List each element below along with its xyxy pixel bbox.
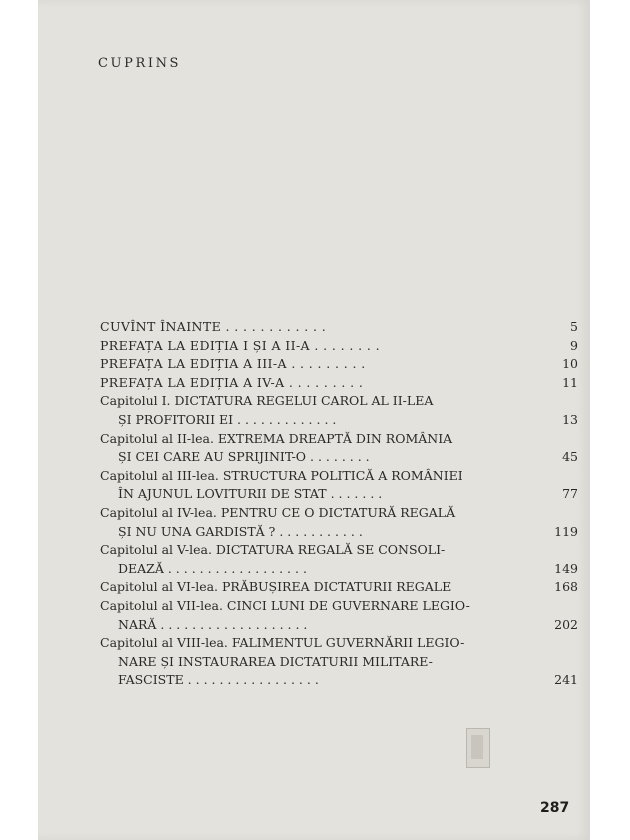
toc-entry [100,634,578,690]
toc-page-number: 45 [558,448,578,467]
toc-entry-line: Capitolul al II-lea. EXTREMA DREAPTĂ DIN ROMÂNIA [100,430,453,446]
toc-entry [100,337,578,356]
toc-entry-line: ÎN AJUNUL LOVITURII DE STAT . . . . . . . [118,486,383,502]
toc-entry [100,355,578,374]
toc-page-number: 168 [550,578,578,597]
toc-page-number: 119 [550,523,578,542]
toc-page-number: 10 [558,355,578,374]
toc-page-number: 11 [558,374,578,393]
toc-entry [100,504,578,541]
toc-entry-line: NARĂ . . . . . . . . . . . . . . . . . . . [118,616,308,632]
toc-entry [100,541,578,578]
toc-entry [100,430,578,467]
toc-page-number: 77 [558,485,578,504]
toc-entry-line: CUVÎNT ÎNAINTE . . . . . . . . . . . . [100,319,327,334]
toc-entry-line: ȘI CEI CARE AU SPRIJINIT-O . . . . . . . . [118,449,370,465]
printer-mark-icon [471,735,483,759]
toc-entry-line: Capitolul al V-lea. DICTATURA REGALĂ SE CONSOLI- [100,542,446,558]
toc-entry-line: Capitolul al VIII-lea. FALIMENTUL GUVERNĂRII LEGIO- [100,635,465,651]
toc-page-number: 9 [566,337,578,356]
toc-page-number: 5 [566,318,578,337]
toc-entry [100,597,578,634]
toc-entry-line: Capitolul al VII-lea. CINCI LUNI DE GUVERNARE LEGIO- [100,597,470,613]
page-title: CUPRINS [98,56,182,71]
toc-entry-line: Capitolul I. DICTATURA REGELUI CAROL AL II-LEA [100,393,434,409]
toc-page-number: 202 [550,616,578,635]
toc-entry [100,318,578,337]
toc-entry [100,392,578,429]
toc-entry-line: PREFAȚA LA EDIȚIA A III-A . . . . . . . . . [100,356,366,372]
toc-entry [100,467,578,504]
toc-entry [100,578,578,597]
printer-mark-stamp [466,728,490,768]
table-of-contents [100,318,578,690]
toc-page-number: 149 [550,560,578,579]
toc-entry-line: Capitolul al IV-lea. PENTRU CE O DICTATURĂ REGALĂ [100,504,456,520]
toc-entry-line: DEAZĂ . . . . . . . . . . . . . . . . . . [118,560,307,576]
toc-entry-line: NARE ȘI INSTAURAREA DICTATURII MILITARE- [118,653,433,669]
toc-entry-line: PREFAȚA LA EDIȚIA A IV-A . . . . . . . . . [100,374,364,390]
toc-entry-line: ȘI PROFITORII EI . . . . . . . . . . . . . [118,411,337,427]
toc-entry-line: ȘI NU UNA GARDISTĂ ? . . . . . . . . . . . [118,523,363,539]
toc-page-number: 13 [558,411,578,430]
page-number: 287 [540,800,570,816]
toc-entry-line: FASCISTE . . . . . . . . . . . . . . . . . [118,672,319,688]
toc-page-number: 241 [550,671,578,690]
toc-entry-line: PREFAȚA LA EDIȚIA I ȘI A II-A . . . . . . . . [100,337,380,353]
toc-entry-line: Capitolul al III-lea. STRUCTURA POLITICĂ A ROMÂNIEI [100,467,463,483]
toc-entry-line: Capitolul al VI-lea. PRĂBUȘIREA DICTATURII REGALE [100,579,452,595]
toc-entry [100,374,578,393]
